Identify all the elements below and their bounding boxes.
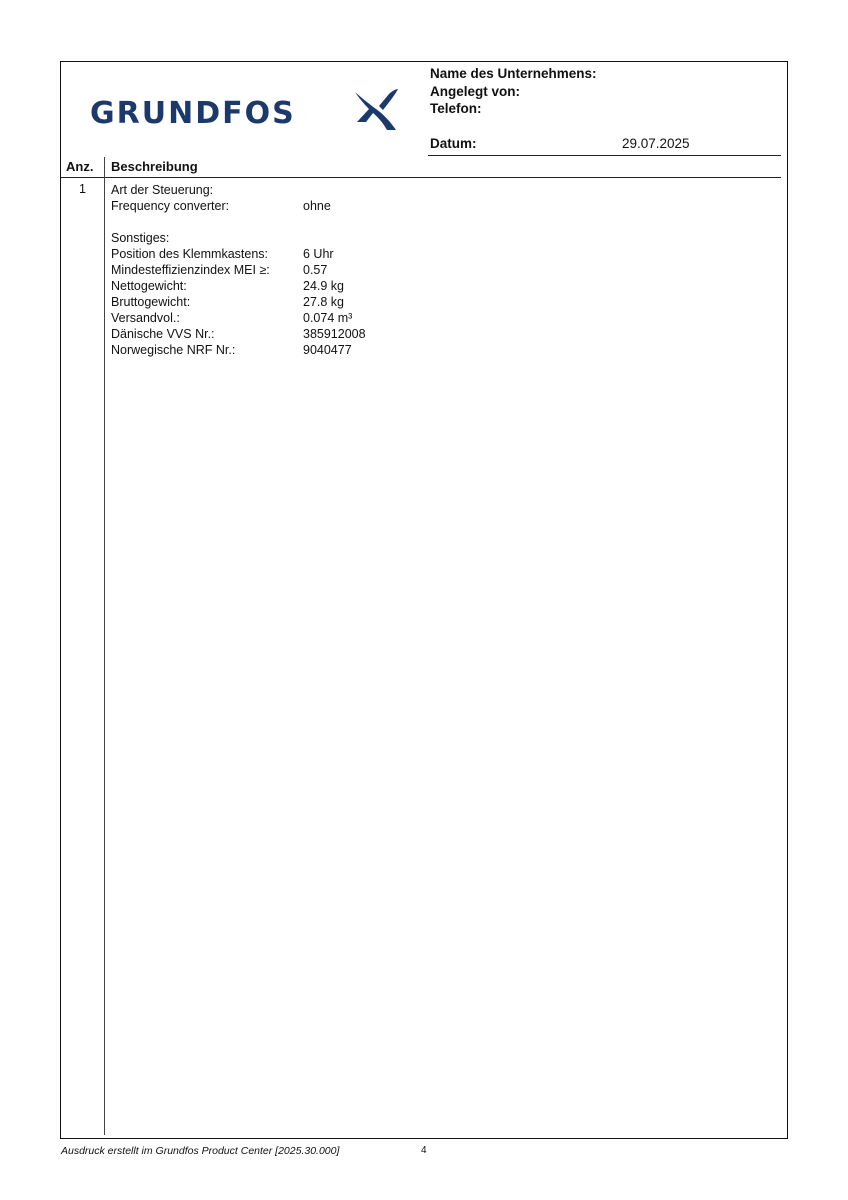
spec-label: Nettogewicht: — [111, 279, 187, 293]
grundfos-logo — [90, 86, 400, 134]
spec-value: 385912008 — [303, 327, 366, 341]
column-qty-heading: Anz. — [66, 159, 94, 174]
footer-text: Ausdruck erstellt im Grundfos Product Center [2025.30.000] — [61, 1145, 340, 1157]
spec-label: Position des Klemmkastens: — [111, 247, 269, 261]
column-header-divider — [61, 177, 781, 178]
header-divider — [428, 155, 781, 156]
spec-value: 24.9 kg — [303, 279, 345, 293]
date-value: 29.07.2025 — [622, 136, 690, 151]
spec-label-frequency-converter: Frequency converter: — [111, 199, 230, 213]
document-frame — [60, 61, 788, 1139]
date-label: Datum: — [430, 136, 477, 151]
page-number: 4 — [421, 1145, 427, 1156]
spec-value: 6 Uhr — [303, 247, 334, 261]
logo-wordmark: GRUNDFOS — [90, 96, 296, 131]
grundfos-x-icon — [352, 86, 400, 132]
spec-label: Bruttogewicht: — [111, 295, 191, 309]
spec-label: Norwegische NRF Nr.: — [111, 343, 236, 357]
spec-label: Versandvol.: — [111, 311, 180, 325]
spec-value: 27.8 kg — [303, 295, 345, 309]
spec-value: 0.074 m³ — [303, 311, 353, 325]
spec-value: 9040477 — [303, 343, 352, 357]
spec-value: 0.57 — [303, 263, 328, 277]
misc-heading: Sonstiges: — [111, 231, 170, 245]
company-name-label: Name des Unternehmens: — [430, 66, 597, 81]
column-divider — [104, 157, 105, 1135]
spec-label: Mindesteffizienzindex MEI ≥: — [111, 263, 270, 277]
spec-value-frequency-converter: ohne — [303, 199, 331, 213]
column-description-heading: Beschreibung — [111, 159, 198, 174]
spec-label: Dänische VVS Nr.: — [111, 327, 215, 341]
control-heading: Art der Steuerung: — [111, 183, 214, 197]
phone-label: Telefon: — [430, 101, 482, 116]
created-by-label: Angelegt von: — [430, 84, 520, 99]
item-quantity: 1 — [79, 182, 86, 196]
